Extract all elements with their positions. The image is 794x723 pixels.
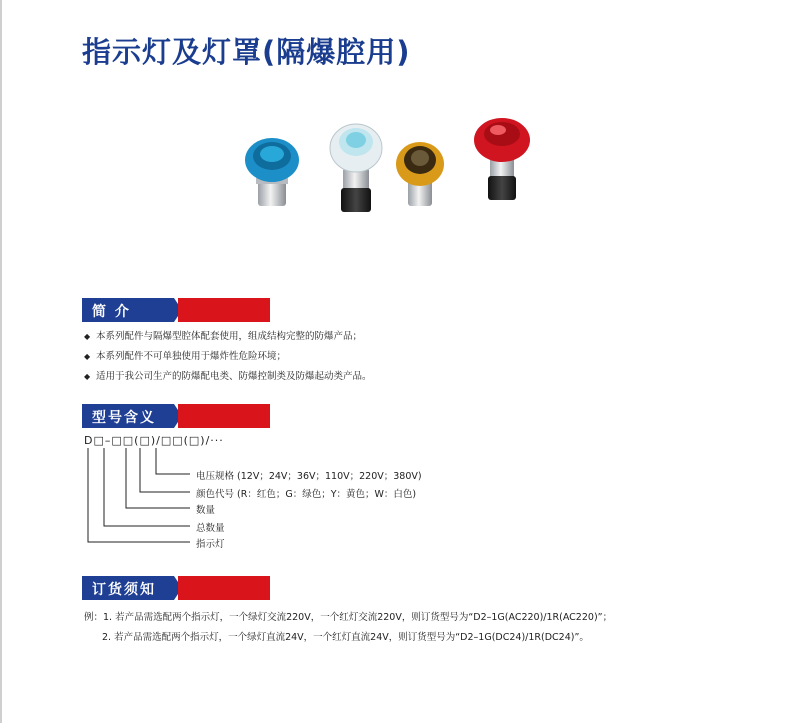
page-title: 指示灯及灯罩(隔爆腔用)	[82, 35, 411, 69]
section-header-order	[82, 576, 270, 600]
section-header-model	[82, 404, 270, 428]
order-notes	[84, 608, 612, 648]
amber-lamp	[396, 142, 444, 206]
section-title-model: 型号含义	[92, 410, 156, 426]
section-title-order: 订货须知	[92, 582, 156, 598]
blue-lamp	[245, 138, 299, 206]
model-code: D□–□□(□)/□□(□)/···	[84, 434, 224, 447]
model-code-diagram	[80, 446, 480, 556]
list-item: ◆ 适用于我公司生产的防爆配电类、防爆控制类及防爆起动类产品。	[84, 367, 372, 387]
model-label-color: 颜色代号 (R：红色；G：绿色；Y：黄色；W：白色)	[196, 489, 417, 500]
list-item: ◆ 本系列配件不可单独使用于爆炸性危险环境；	[84, 347, 372, 367]
red-lamp	[474, 118, 530, 200]
page-left-border	[0, 0, 2, 723]
order-example-2: 2. 若产品需选配两个指示灯，一个绿灯直流24V，一个红灯直流24V，则订货型号为“D2–1G(DC24)/1R(DC24)”。	[102, 632, 589, 643]
diamond-bullet-icon: ◆	[84, 372, 91, 381]
model-label-total: 总数量	[196, 523, 225, 534]
indicator-lamps-illustration	[240, 118, 540, 218]
intro-list	[84, 327, 372, 387]
model-label-indicator: 指示灯	[196, 539, 225, 550]
order-example-1: 例：1. 若产品需选配两个指示灯，一个绿灯交流220V，一个红灯交流220V，则订货型号为“D2–1G(AC220)/1R(AC220)”；	[84, 612, 613, 623]
model-label-voltage: 电压规格 (12V；24V；36V；110V；220V；380V)	[196, 471, 422, 482]
code-connector-lines	[80, 446, 480, 556]
product-photo	[240, 118, 540, 218]
model-label-quantity: 数量	[196, 505, 216, 516]
list-item: ◆ 本系列配件与隔爆型腔体配套使用，组成结构完整的防爆产品；	[84, 327, 372, 347]
clear-lamp	[330, 124, 382, 212]
diamond-bullet-icon: ◆	[84, 332, 91, 341]
section-title-intro: 简 介	[92, 304, 131, 320]
section-header-intro	[82, 298, 270, 322]
diamond-bullet-icon: ◆	[84, 352, 91, 361]
